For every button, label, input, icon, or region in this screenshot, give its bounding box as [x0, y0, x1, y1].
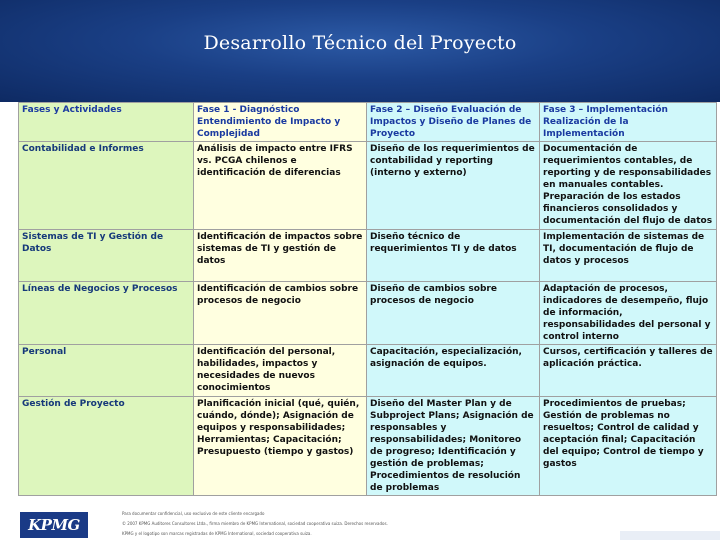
- phase2-cell: Diseño del Master Plan y de Subproject Plans; Asignación de responsables y responsabilidades; Monitoreo de progreso; Identificación y gestión de problemas; Procedimientos de resolución de problemas: [367, 397, 540, 496]
- phase3-cell: Cursos, certificación y talleres de aplicación práctica.: [540, 345, 717, 397]
- phase1-cell: Identificación del personal, habilidades, impactos y necesidades de nuevos conocimientos: [194, 345, 367, 397]
- footer-notes: [122, 509, 562, 539]
- table-header-row: [19, 103, 717, 142]
- activity-cell: Líneas de Negocios y Procesos: [19, 282, 194, 345]
- phase3-cell: Documentación de requerimientos contables, de reporting y de responsabilidades en manuales contables. Preparación de los estados financieros consolidados y documentación del flujo de datos: [540, 142, 717, 230]
- phase1-cell: Planificación inicial (qué, quién, cuándo, dónde); Asignación de equipos y responsabilidades; Herramientas; Capacitación; Presupuesto (tiempo y gastos): [194, 397, 367, 496]
- phase3-cell: Procedimientos de pruebas; Gestión de problemas no resueltos; Control de calidad y aceptación final; Capacitación del equipo; Control de tiempo y gastos: [540, 397, 717, 496]
- phase2-cell: Diseño técnico de requerimientos TI y de datos: [367, 230, 540, 282]
- table-row: [19, 397, 717, 496]
- table-row: [19, 282, 717, 345]
- phase1-cell: Identificación de cambios sobre procesos de negocio: [194, 282, 367, 345]
- phase2-cell: Capacitación, especialización, asignación de equipos.: [367, 345, 540, 397]
- footer-line: Para documentar confidencial, uso exclusivo de este cliente encargado: [122, 511, 265, 516]
- phase1-cell: Identificación de impactos sobre sistemas de TI y gestión de datos: [194, 230, 367, 282]
- phase2-cell: Diseño de cambios sobre procesos de negocio: [367, 282, 540, 345]
- header-cell-phase1: Fase 1 - Diagnóstico Entendimiento de Impacto y Complejidad: [194, 103, 367, 142]
- corner-decoration: [620, 531, 720, 540]
- phase3-cell: Adaptación de procesos, indicadores de desempeño, flujo de información, responsabilidades del personal y control interno: [540, 282, 717, 345]
- activity-cell: Personal: [19, 345, 194, 397]
- activity-cell: Contabilidad e Informes: [19, 142, 194, 230]
- footer-line: KPMG y el logotipo son marcas registradas de KPMG International, sociedad cooperativa suiza.: [122, 531, 312, 536]
- table-row: [19, 142, 717, 230]
- table-row: [19, 230, 717, 282]
- phase3-cell: Implementación de sistemas de TI, documentación de flujo de datos y procesos: [540, 230, 717, 282]
- activity-cell: Sistemas de TI y Gestión de Datos: [19, 230, 194, 282]
- phase1-cell: Análisis de impacto entre IFRS vs. PCGA chilenos e identificación de diferencias: [194, 142, 367, 230]
- kpmg-logo: KPMG: [20, 512, 88, 538]
- header-cell-activities: Fases y Actividades: [19, 103, 194, 142]
- phase2-cell: Diseño de los requerimientos de contabilidad y reporting (interno y externo): [367, 142, 540, 230]
- table-row: [19, 345, 717, 397]
- header-cell-phase3: Fase 3 – Implementación Realización de la Implementación: [540, 103, 717, 142]
- activity-cell: Gestión de Proyecto: [19, 397, 194, 496]
- page-title: Desarrollo Técnico del Proyecto: [203, 32, 517, 54]
- header-cell-phase2: Fase 2 – Diseño Evaluación de Impactos y Diseño de Planes de Proyecto: [367, 103, 540, 142]
- phases-table: [18, 102, 717, 496]
- footer-line: © 2007 KPMG Auditores Consultores Ltda., firma miembro de KPMG International, sociedad cooperativa suiza. Derechos reservados.: [122, 521, 388, 526]
